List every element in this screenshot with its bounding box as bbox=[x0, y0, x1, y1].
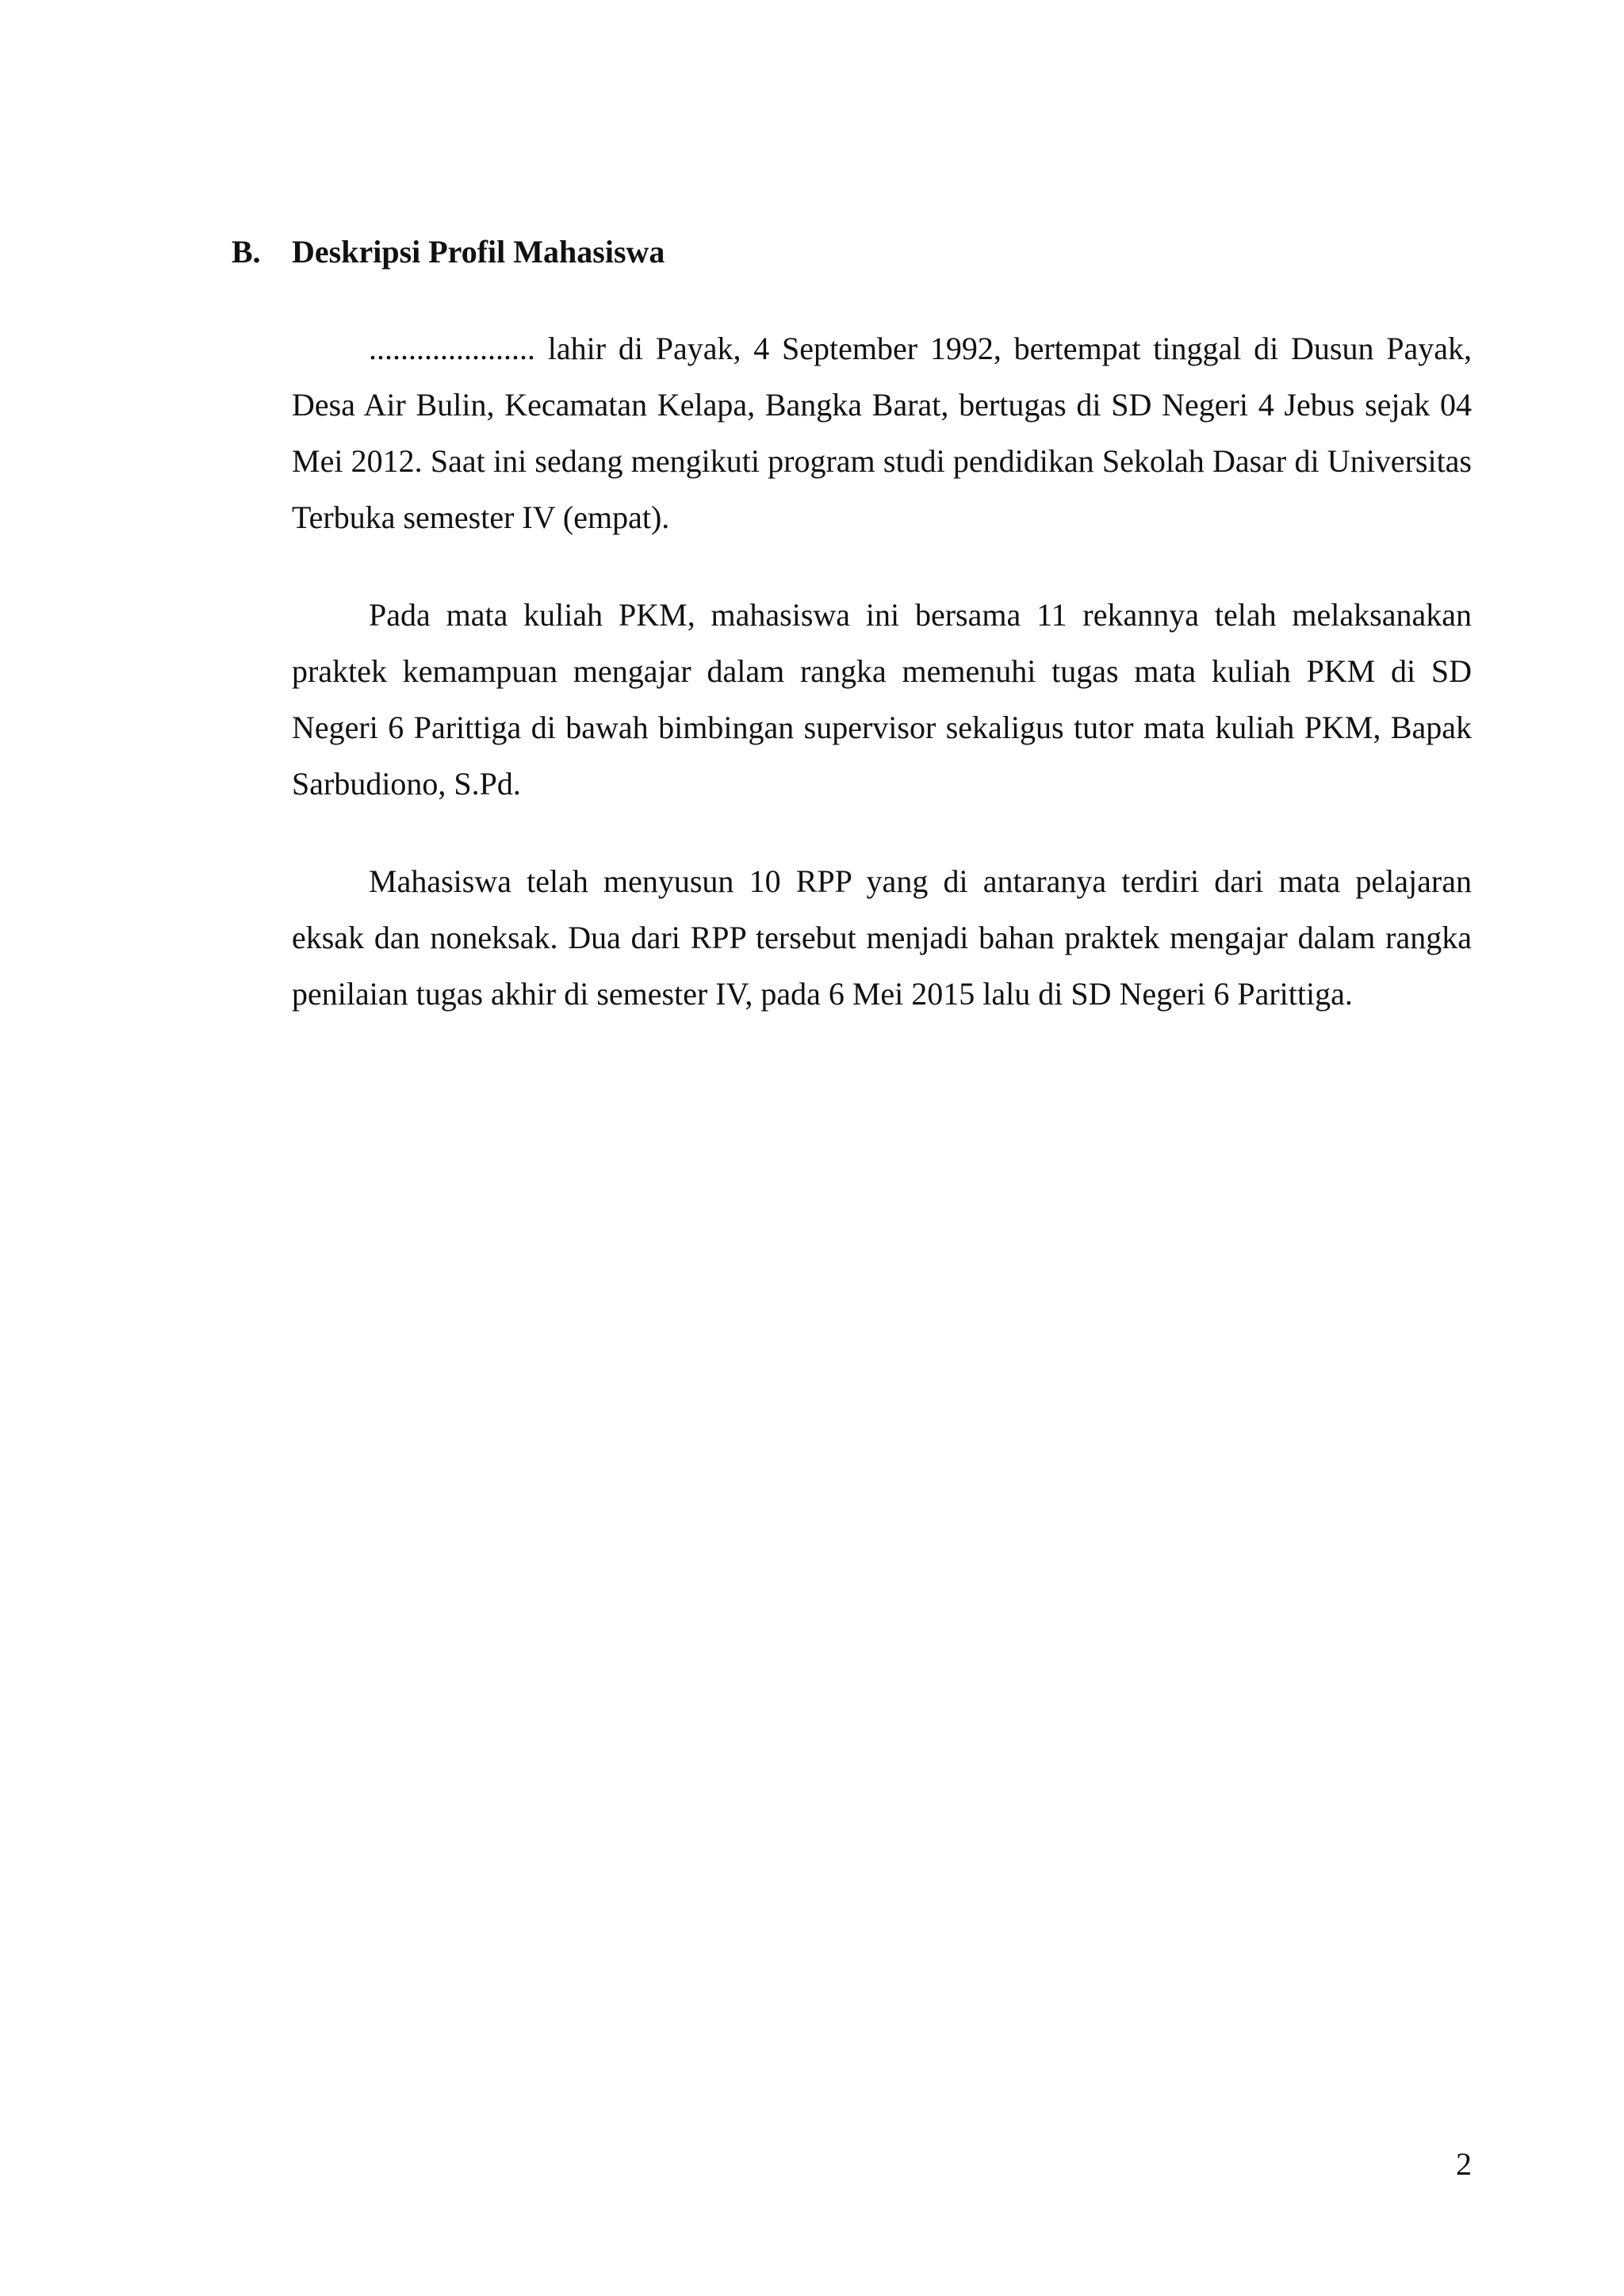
section-letter: B. bbox=[232, 234, 261, 270]
body-text bbox=[292, 320, 1472, 1063]
paragraph-rpp: Mahasiswa telah menyusun 10 RPP yang di antaranya terdiri dari mata pelajaran eksak dan noneksak. Dua dari RPP tersebut menjadi bahan praktek mengajar dalam rangka penilaian tugas akhir di semester IV, pada 6 Mei 2015 lalu di SD Negeri 6 Parittiga. bbox=[292, 863, 1472, 1012]
section-heading bbox=[232, 230, 665, 274]
paragraph-pkm: Pada mata kuliah PKM, mahasiswa ini bersama 11 rekannya telah melaksanakan praktek kemampuan mengajar dalam rangka memenuhi tugas mata kuliah PKM di SD Negeri 6 Parittiga di bawah bimbingan supervisor sekaligus tutor mata kuliah PKM, Bapak Sarbudiono, S.Pd. bbox=[292, 597, 1472, 802]
section-title: Deskripsi Profil Mahasiswa bbox=[292, 234, 665, 270]
page-number: 2 bbox=[1456, 2146, 1472, 2182]
paragraph-profile: ..................... lahir di Payak, 4 September 1992, bertempat tinggal di Dusun Payak, Desa Air Bulin, Kecamatan Kelapa, Bangka Barat, bertugas di SD Negeri 4 Jebus sejak 04 Mei 2012. Saat ini sedang mengikuti program studi pendidikan Sekolah Dasar di Universitas Terbuka semester IV (empat). bbox=[292, 331, 1472, 535]
